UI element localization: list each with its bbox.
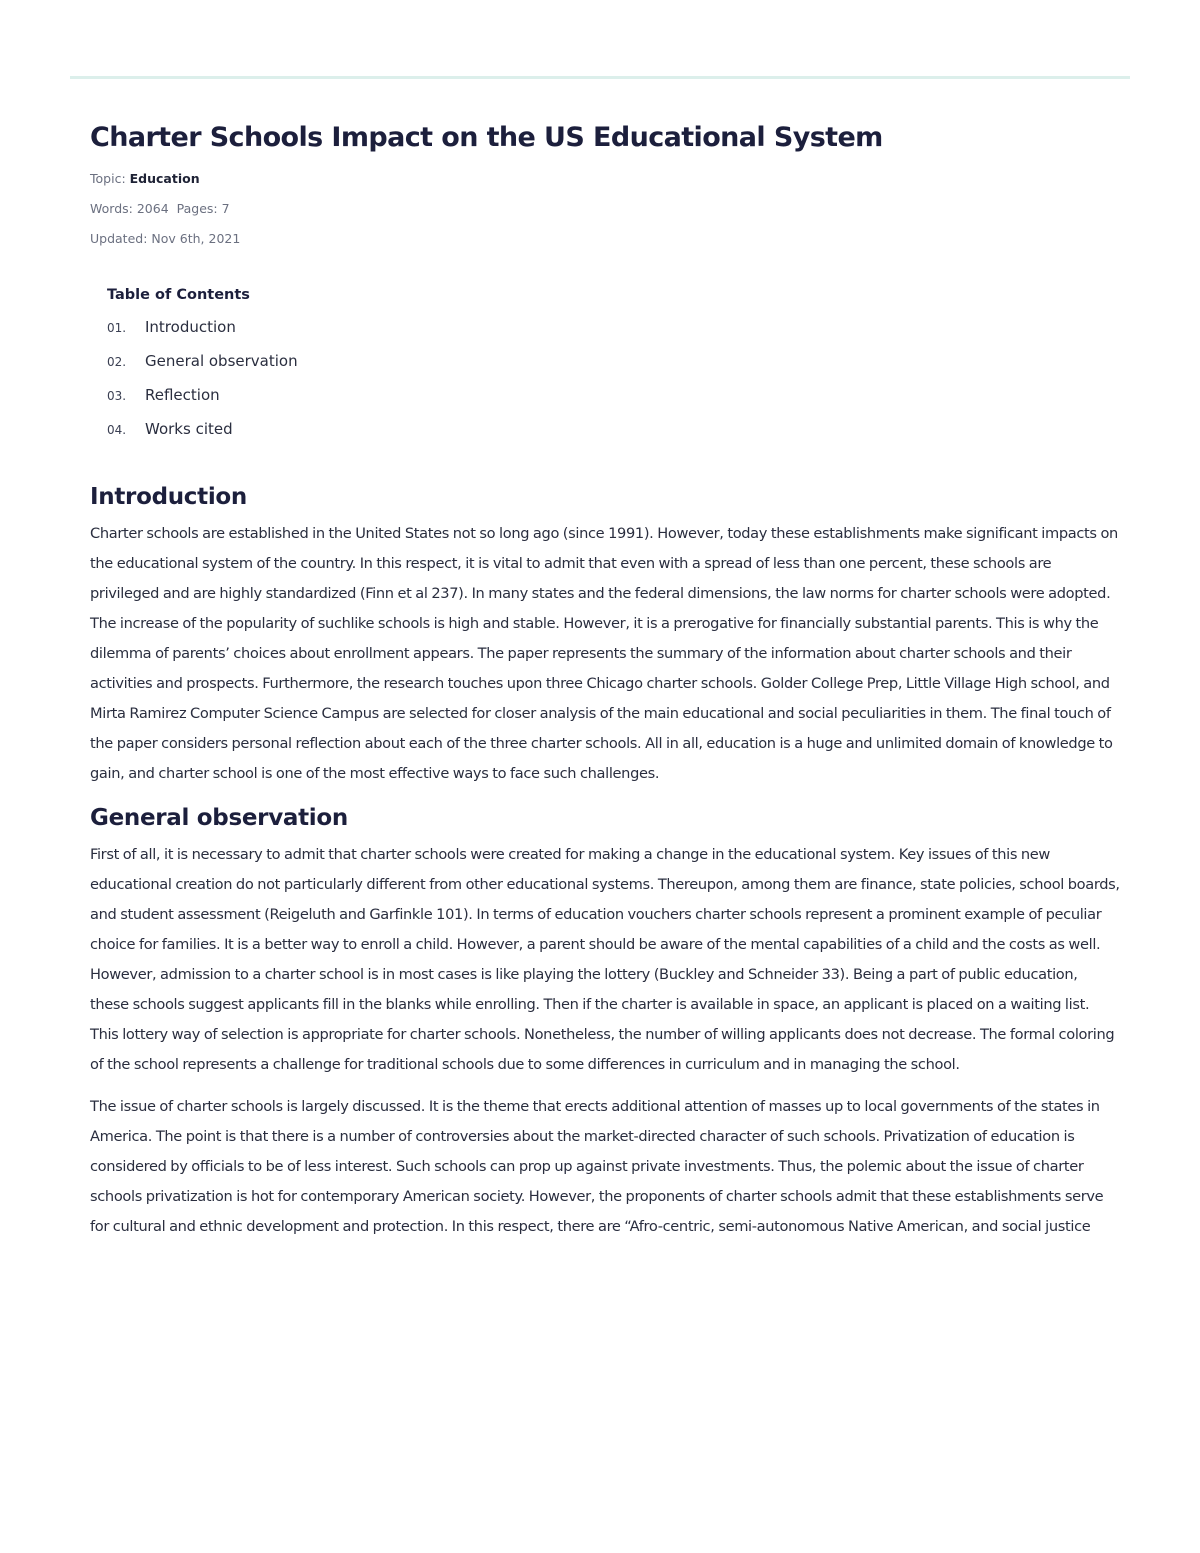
pages-label: Pages:: [176, 201, 218, 216]
toc-item-works-cited[interactable]: [107, 420, 1120, 454]
meta-topic: [90, 164, 1120, 194]
toc-item-number: 03.: [107, 389, 127, 403]
toc-title: Table of Contents: [107, 287, 250, 303]
toc-item-label[interactable]: Introduction: [145, 318, 236, 336]
toc-item-number: 01.: [107, 321, 127, 335]
topic-value[interactable]: Education: [129, 171, 200, 186]
meta-updated: [90, 224, 1120, 254]
top-divider: [70, 76, 1130, 79]
section-heading-general-observation: General observation: [90, 805, 348, 831]
topic-label: Topic:: [90, 171, 126, 186]
updated-label: Updated:: [90, 231, 148, 246]
words-value: 2064: [136, 201, 169, 216]
toc-item-number: 04.: [107, 423, 127, 437]
toc-item-label[interactable]: Reflection: [145, 386, 220, 404]
page-title: Charter Schools Impact on the US Educational System: [90, 122, 883, 153]
general-observation-paragraph-2: The issue of charter schools is largely discussed. It is the theme that erects additional attention of masses up to local governments of the states in America. The point is that there is a number of controversies about the market-directed character of such schools. Privatization of education is considered by officials to be of less interest. Such schools can prop up against private investments. Thus, the polemic about the issue of charter schools privatization is hot for contemporary American society. However, the proponents of charter schools admit that these establishments serve for cultural and ethnic development and protection. In this respect, there are “Afro-centric, semi-autonomous Native American, and social justice: [90, 1098, 1104, 1235]
document-content: [90, 118, 1120, 1242]
meta-counts: [90, 194, 1120, 224]
toc-item-reflection[interactable]: [107, 386, 1120, 420]
updated-value: Nov 6th, 2021: [151, 231, 241, 246]
toc-item-general-observation[interactable]: [107, 352, 1120, 386]
section-heading-introduction: Introduction: [90, 484, 247, 510]
table-of-contents: [107, 284, 1120, 454]
general-observation-paragraph-1: First of all, it is necessary to admit that charter schools were created for making a change in the educational system. Key issues of this new educational creation do not particularly different from other educational systems. Thereupon, among them are finance, state policies, school boards, and student assessment (Reigeluth and Garfinkle 101). In terms of education vouchers charter schools represent a prominent example of peculiar choice for families. It is a better way to enroll a child. However, a parent should be aware of the mental capabilities of a child and the costs as well. However, admission to a charter school is in most cases is like playing the lottery (Buckley and Schneider 33). Being a part of public education, these schools suggest applicants fill in the blanks while enrolling. Then if the charter is available in space, an applicant is placed on a waiting list. This lottery way of selection is appropriate for charter schools. Nonetheless, the number of willing applicants does not decrease. The formal coloring of the school represents a challenge for traditional schools due to some differences in curriculum and in managing the school.: [90, 846, 1120, 1073]
toc-item-label[interactable]: Works cited: [145, 420, 233, 438]
words-label: Words:: [90, 201, 133, 216]
toc-item-number: 02.: [107, 355, 127, 369]
toc-item-label[interactable]: General observation: [145, 352, 298, 370]
introduction-paragraph: Charter schools are established in the United States not so long ago (since 1991). However, today these establishments make significant impacts on the educational system of the country. In this respect, it is vital to admit that even with a spread of less than one percent, these schools are privileged and are highly standardized (Finn et al 237). In many states and the federal dimensions, the law norms for charter schools were adopted. The increase of the popularity of suchlike schools is high and stable. However, it is a prerogative for financially substantial parents. This is why the dilemma of parents’ choices about enrollment appears. The paper represents the summary of the information about charter schools and their activities and prospects. Furthermore, the research touches upon three Chicago charter schools. Golder College Prep, Little Village High school, and Mirta Ramirez Computer Science Campus are selected for closer analysis of the main educational and social peculiarities in them. The final touch of the paper considers personal reflection about each of the three charter schools. All in all, education is a huge and unlimited domain of knowledge to gain, and charter school is one of the most effective ways to face such challenges.: [90, 525, 1118, 782]
toc-item-introduction[interactable]: [107, 318, 1120, 352]
pages-value: 7: [221, 201, 230, 216]
